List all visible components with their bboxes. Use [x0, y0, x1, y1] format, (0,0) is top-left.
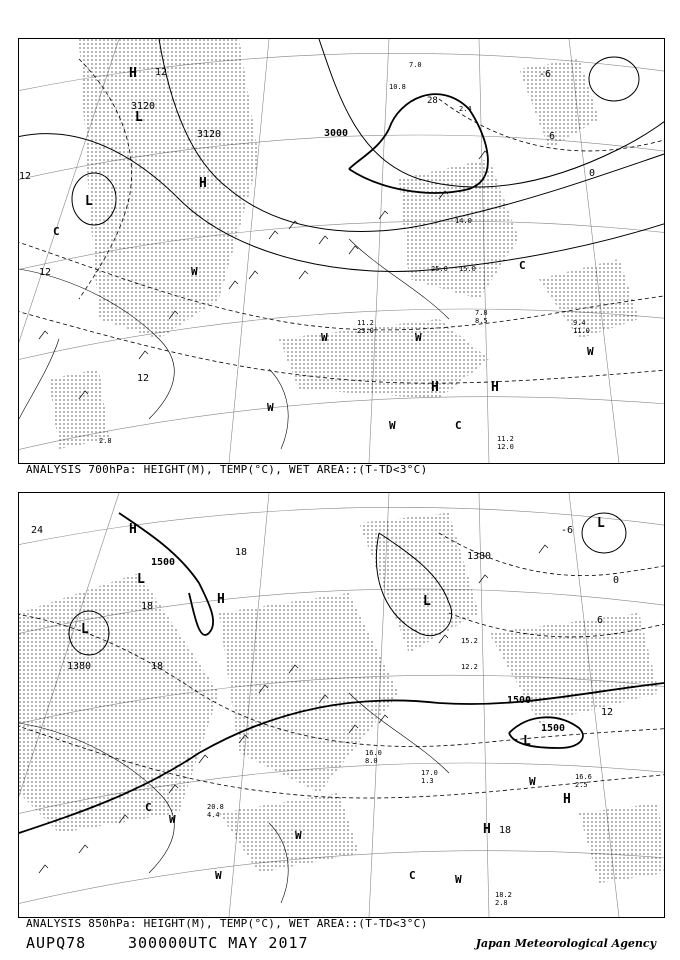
station-value: 28 — [427, 96, 438, 106]
contour-label: 18 — [499, 825, 512, 836]
station-value: 7.0 — [409, 61, 422, 69]
high-center-symbol: H — [217, 592, 225, 607]
station-value: 23.0 — [357, 327, 374, 335]
high-center-symbol: H — [483, 822, 491, 837]
wet-area-850 — [19, 513, 664, 883]
contour-label: 6 — [549, 131, 556, 142]
analysis-700hpa-map — [18, 38, 665, 464]
station-value: 18.2 — [495, 891, 512, 899]
warm-center-symbol: W — [191, 265, 198, 278]
station-value: 12.2 — [461, 663, 478, 671]
warm-center-symbol: W — [295, 829, 302, 842]
station-value: 2.8 — [495, 899, 508, 907]
contour-label: 3120 — [131, 101, 156, 112]
top-map-caption: ANALYSIS 700hPa: HEIGHT(M), TEMP(°C), WET AREA::(T-TD<3°C) — [26, 463, 428, 476]
cold-center-symbol: C — [409, 869, 416, 882]
high-center-symbol: H — [563, 792, 571, 807]
contour-label: 12 — [155, 67, 168, 78]
station-value: 2.5 — [575, 781, 588, 789]
contour-label: 0 — [589, 168, 596, 179]
station-value: 2.8 — [99, 437, 112, 445]
contour-label: 12 — [39, 267, 52, 278]
warm-center-symbol: W — [267, 401, 274, 414]
station-value: 10.8 — [389, 83, 406, 91]
station-value: 11.0 — [573, 327, 590, 335]
contour-label: 1380 — [467, 551, 492, 562]
low-center-symbol: L — [423, 594, 431, 609]
warm-center-symbol: W — [415, 331, 422, 344]
contour-label: 18 — [141, 601, 154, 612]
cold-center-symbol: C — [145, 801, 152, 814]
station-value: 16.0 — [365, 749, 382, 757]
contour-label: 6 — [597, 615, 604, 626]
warm-center-symbol: W — [529, 775, 536, 788]
high-center-symbol: H — [129, 522, 137, 537]
low-center-symbol: L — [597, 516, 605, 531]
low-center-symbol: L — [135, 110, 143, 125]
warm-center-symbol: W — [215, 869, 222, 882]
high-center-symbol: H — [199, 176, 207, 191]
contour-label: 1500 — [151, 557, 176, 568]
station-value: 4.4 — [207, 811, 220, 819]
map-850hpa-canvas — [19, 493, 664, 917]
contour-label: 3120 — [197, 129, 222, 140]
high-center-symbol: H — [129, 66, 137, 81]
warm-center-symbol: C — [455, 419, 462, 432]
analysis-850hpa-map — [18, 492, 665, 918]
station-value: 12.0 — [497, 443, 514, 451]
warm-center-symbol: W — [321, 331, 328, 344]
low-center-symbol: L — [81, 622, 89, 637]
warm-center-symbol: W — [587, 345, 594, 358]
contour-label: -6 — [539, 69, 552, 80]
map-700hpa-canvas — [19, 39, 664, 463]
low-center-symbol: L — [137, 572, 145, 587]
contour-label: 1500 — [541, 723, 566, 734]
station-value: 11.2 — [357, 319, 374, 327]
station-value: 14.0 — [455, 217, 472, 225]
station-value: 25.0 — [431, 265, 448, 273]
station-value: 2.4 — [459, 105, 472, 113]
warm-center-symbol: W — [169, 813, 176, 826]
contour-label: 0 — [613, 575, 620, 586]
station-value: 15.2 — [461, 637, 478, 645]
station-value: 8.5 — [475, 317, 488, 325]
contour-label: 18 — [235, 547, 248, 558]
cold-center-symbol: C — [53, 225, 60, 238]
contour-label: 12 — [601, 707, 614, 718]
contour-label: 24 — [31, 525, 44, 536]
contour-label: 1380 — [67, 661, 92, 672]
station-value: 15.0 — [459, 265, 476, 273]
station-value: 16.6 — [575, 773, 592, 781]
cold-center-symbol: C — [519, 259, 526, 272]
station-value: 7.8 — [475, 309, 488, 317]
low-center-symbol: L — [85, 194, 93, 209]
station-value: 8.0 — [365, 757, 378, 765]
station-value: 17.0 — [421, 769, 438, 777]
cold-center-symbol: W — [389, 419, 396, 432]
contour-label: 12 — [137, 373, 150, 384]
high-center-symbol: H — [431, 380, 439, 395]
contour-label: 12 — [19, 171, 32, 182]
agency-name: Japan Meteorological Agency — [475, 937, 656, 950]
station-value: 20.8 — [207, 803, 224, 811]
bottom-map-caption: ANALYSIS 850hPa: HEIGHT(M), TEMP(°C), WET AREA::(T-TD<3°C) — [26, 917, 428, 930]
issue-time: 300000UTC MAY 2017 — [128, 934, 309, 952]
contour-label: 3000 — [324, 128, 349, 139]
contour-label: -6 — [561, 525, 574, 536]
contour-label: 1500 — [507, 695, 532, 706]
high-center-symbol: H — [491, 380, 499, 395]
contour-label: 18 — [151, 661, 164, 672]
low-center-symbol: L — [523, 734, 531, 749]
product-code: AUPQ78 — [26, 934, 87, 952]
warm-center-symbol: W — [455, 873, 462, 886]
station-value: 11.2 — [497, 435, 514, 443]
station-value: 9.4 — [573, 319, 586, 327]
station-value: 1.3 — [421, 777, 434, 785]
